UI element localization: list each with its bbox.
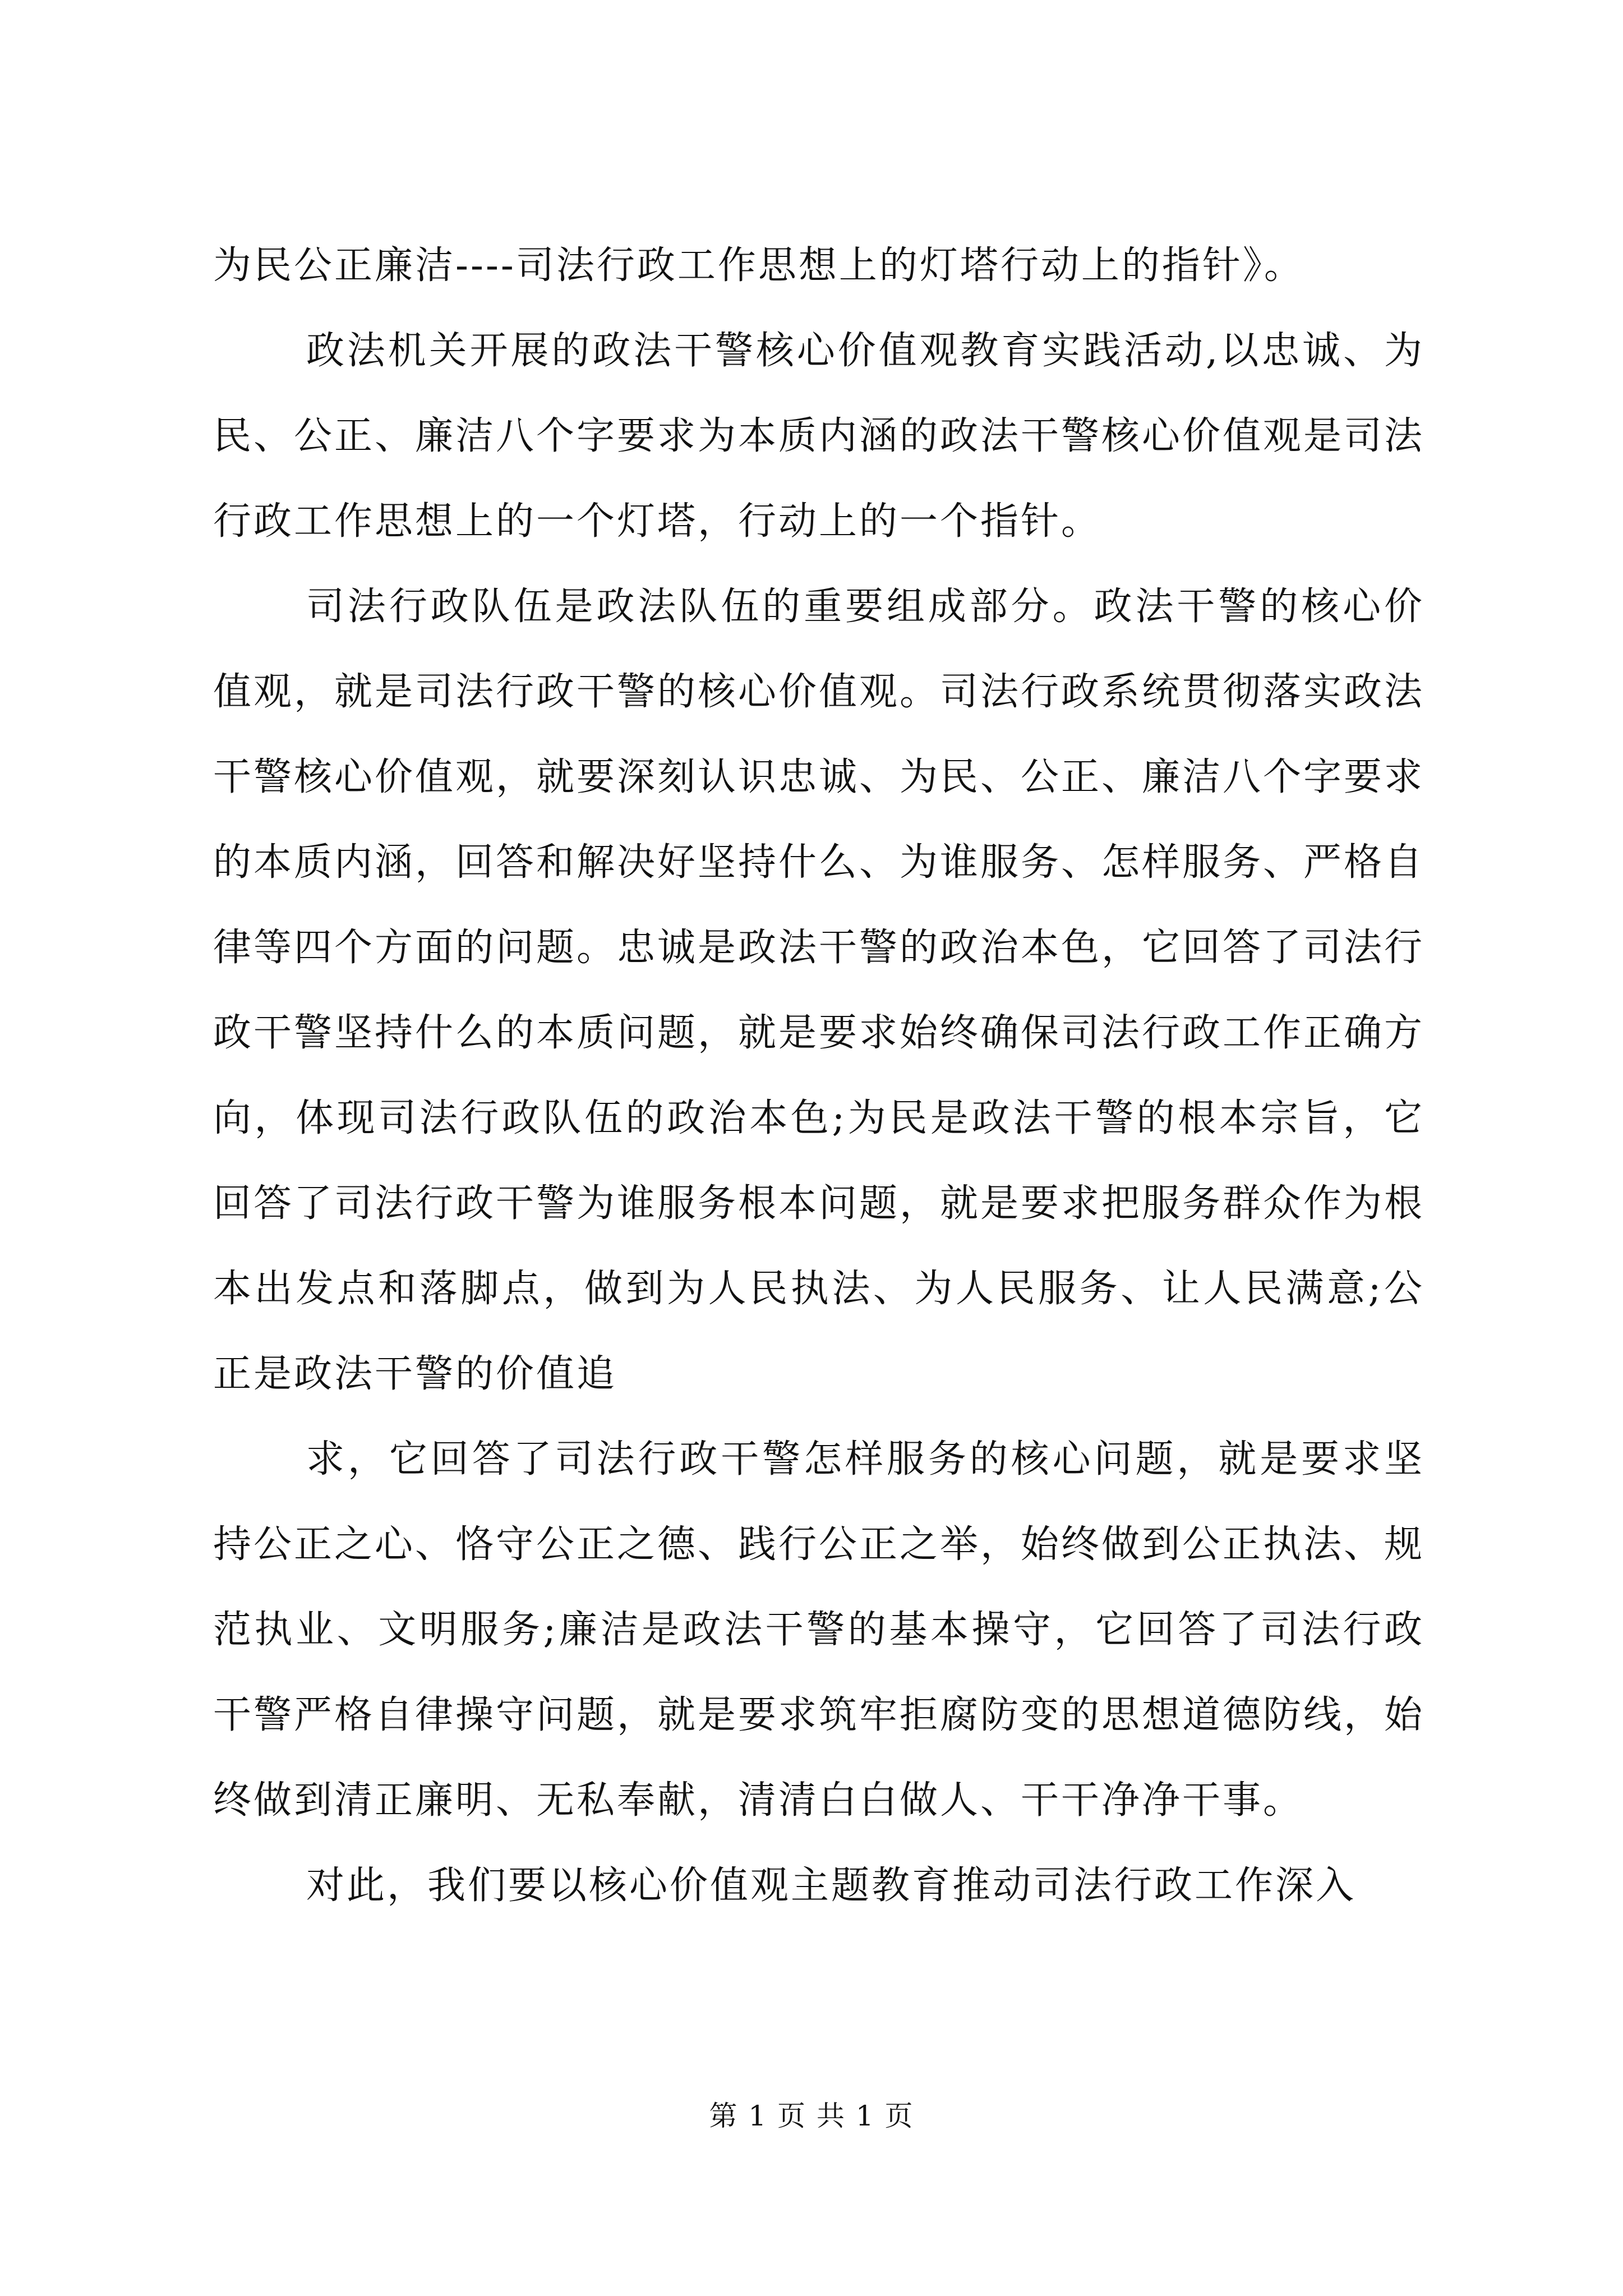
paragraph-4: 求，它回答了司法行政干警怎样服务的核心问题，就是要求坚持公正之心、恪守公正之德、践行公正之举，始终做到公正执法、规范执业、文明服务;廉洁是政法干警的基本操守，它回答了司法行政干警严格自律操守问题，就是要求筑牢拒腐防变的思想道德防线，始终做到清正廉明、无私奉献，清清白白做人、干干净净干事。 <box>213 1437 1425 1823</box>
paragraph-2: 政法机关开展的政法干警核心价值观教育实践活动,以忠诚、为民、公正、廉洁八个字要求为本质内涵的政法干警核心价值观是司法行政工作思想上的一个灯塔，行动上的一个指针。 <box>213 329 1425 544</box>
page-footer: 第 1 页 共 1 页 <box>709 2100 914 2132</box>
document-body <box>213 223 1424 1929</box>
paragraph-3: 司法行政队伍是政法队伍的重要组成部分。政法干警的核心价值观，就是司法行政干警的核心价值观。司法行政系统贯彻落实政法干警核心价值观，就要深刻认识忠诚、为民、公正、廉洁八个字要求的本质内涵，回答和解决好坚持什么、为谁服务、怎样服务、严格自律等四个方面的问题。忠诚是政法干警的政治本色，它回答了司法行政干警坚持什么的本质问题，就是要求始终确保司法行政工作正确方向，体现司法行政队伍的政治本色;为民是政法干警的根本宗旨，它回答了司法行政干警为谁服务根本问题，就是要求把服务群众作为根本出发点和落脚点，做到为人民执法、为人民服务、让人民满意;公正是政法干警的价值追 <box>213 585 1425 1396</box>
paragraph-5: 对此，我们要以核心价值观主题教育推动司法行政工作深入 <box>306 1864 1357 1908</box>
paragraph-1: 为民公正廉洁----司法行政工作思想上的灯塔行动上的指针》。 <box>213 243 1304 288</box>
